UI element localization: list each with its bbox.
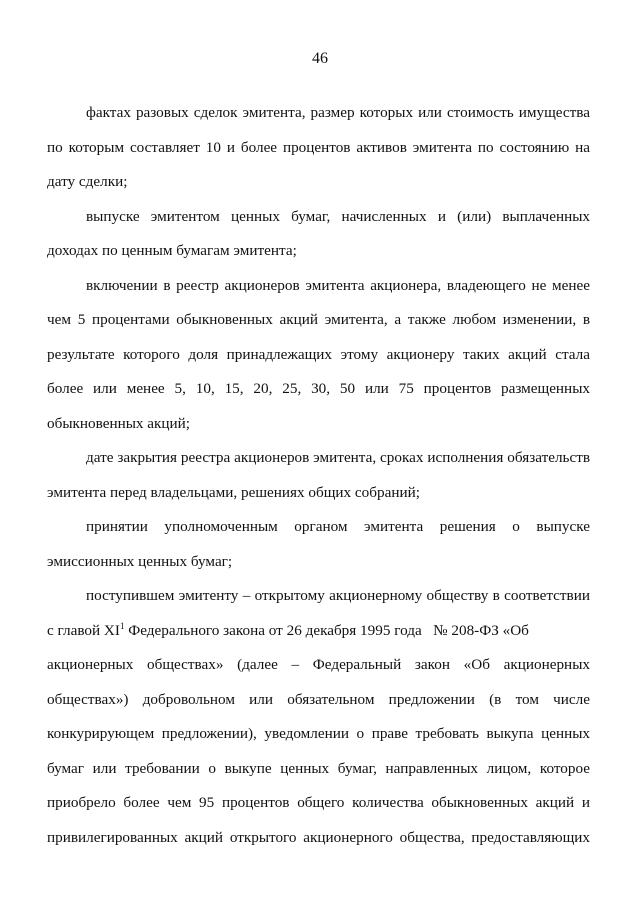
paragraph-line: выпуске эмитентом ценных бумаг, начисленных и (или) выплаченных [86,207,590,225]
paragraph-6 [47,579,590,855]
paragraph-line: доходах по ценным бумагам эмитента; [47,242,297,259]
paragraph-line: более или менее 5, 10, 15, 20, 25, 30, 50 или 75 процентов размещенных [47,380,590,397]
paragraph-line: обыкновенных акций; [47,414,191,432]
paragraph-line: обществах») добровольном или обязательном предложении (в том числе [47,690,590,708]
paragraph-4 [47,441,590,510]
paragraph-line: дате закрытия реестра акционеров эмитента, сроках исполнения обязательств [86,449,590,466]
paragraph-2 [47,200,590,269]
chapter-reference: с главой XI [47,621,120,639]
paragraph-line: акционерных обществах» (далее – Федеральный закон «Об акционерных [47,656,590,673]
paragraph-5 [47,510,590,579]
paragraph-line: конкурирующем предложении), уведомлении о праве требовать выкупа ценных [47,725,590,742]
document-body [47,96,590,855]
paragraph-line-tail: Федерального закона от 26 декабря 1995 года № 208-ФЗ «Об [124,621,529,639]
page-number: 46 [312,50,328,67]
paragraph-line: чем 5 процентами обыкновенных акций эмитента, а также любом изменении, в [47,311,590,328]
paragraph-line: по которым составляет 10 и более процентов активов эмитента по состоянию на [47,138,590,156]
superscript: 1 [119,620,125,631]
paragraph-3 [47,269,590,442]
paragraph-line: дату сделки; [47,173,128,190]
paragraph-line: включении в реестр акционеров эмитента акционера, владеющего не менее [86,276,590,294]
paragraph-line: принятии уполномоченным органом эмитента решения о выпуске [86,518,590,535]
paragraph-line: бумаг или требовании о выкупе ценных бумаг, направленных лицом, которое [47,759,590,777]
paragraph-line: эмитента перед владельцами, решениях общих собраний; [47,483,420,501]
paragraph-line: эмиссионных ценных бумаг; [47,552,233,570]
paragraph-line: результате которого доля принадлежащих этому акционеру таких акций стала [47,345,590,363]
paragraph-line: фактах разовых сделок эмитента, размер которых или стоимость имущества [86,104,590,121]
paragraph-line: приобрело более чем 95 процентов общего количества обыкновенных акций и [47,794,590,811]
paragraph-1 [47,96,590,200]
paragraph-line: поступившем эмитенту – открытому акционерному обществу в соответствии [86,587,590,604]
paragraph-line-with-superscript [47,614,590,649]
paragraph-line: привилегированных акций открытого акционерного общества, предоставляющих [47,828,590,846]
